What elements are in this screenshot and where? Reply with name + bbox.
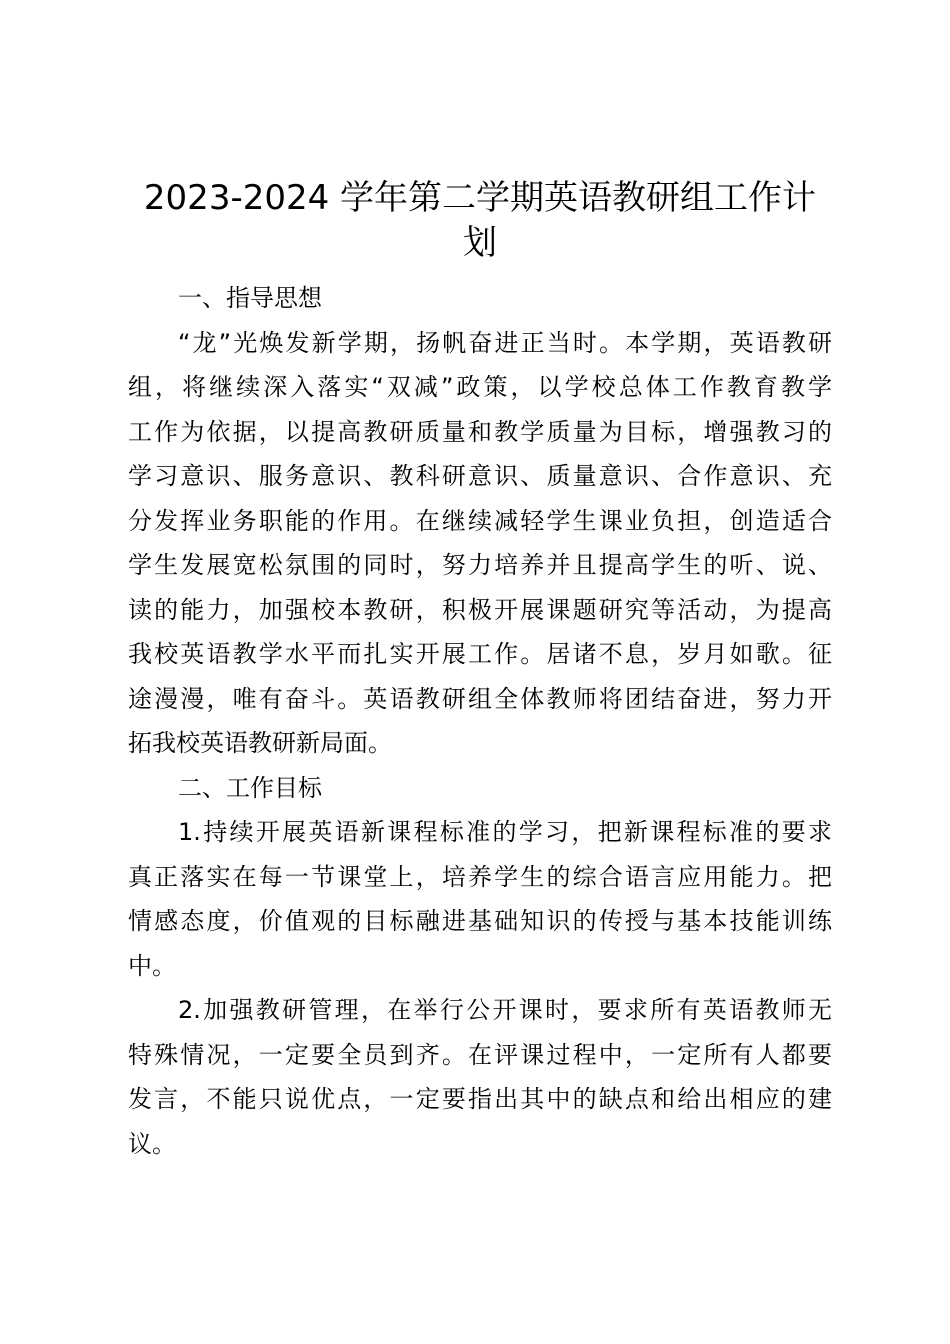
text-line: 特殊情况，一定要全员到齐。在评课过程中，一定所有人都要 [128,1040,832,1069]
section-heading-work-goals: 二、工作目标 [178,773,322,802]
section-heading-guiding-ideology: 一、指导思想 [178,284,322,312]
document-title [120,172,840,261]
text-line: 1.持续开展英语新课程标准的学习，把新课程标准的要求 [178,818,832,846]
text-line: 拓我校英语教研新局面。 [128,729,392,757]
text-line: 议。 [128,1129,176,1158]
text-line: 工作为依据，以提高教研质量和教学质量为目标，增强教习的 [128,417,832,446]
paragraph-goal-2 [128,988,832,1166]
paragraph-goal-1 [128,810,832,988]
text-line: 我校英语教学水平而扎实开展工作。居诸不息，岁月如歌。征 [128,640,832,668]
paragraph-guiding-ideology [128,321,832,766]
text-line: 情感态度，价值观的目标融进基础知识的传授与基本技能训练 [128,907,832,935]
text-line: 途漫漫，唯有奋斗。英语教研组全体教师将团结奋进，努力开 [128,684,832,713]
text-line: 发言，不能只说优点，一定要指出其中的缺点和给出相应的建 [128,1085,832,1113]
text-line: 组，将继续深入落实“双减”政策，以学校总体工作教育教学 [128,373,832,401]
text-line: 中。 [128,951,176,980]
title-line-2: 划 [463,222,497,263]
text-line: 学习意识、服务意识、教科研意识、质量意识、合作意识、充 [128,462,832,490]
title-line-1: 2023-2024 学年第二学期英语教研组工作计 [143,178,817,218]
text-line: “龙”光焕发新学期，扬帆奋进正当时。本学期，英语教研 [178,328,832,357]
text-line: 读的能力，加强校本教研，积极开展课题研究等活动，为提高 [128,595,832,624]
text-line: 真正落实在每一节课堂上，培养学生的综合语言应用能力。把 [128,862,832,891]
text-line: 2.加强教研管理，在举行公开课时，要求所有英语教师无 [178,996,832,1024]
document-body [128,276,832,1166]
text-line: 学生发展宽松氛围的同时，努力培养并且提高学生的听、说、 [128,551,832,579]
text-line: 分发挥业务职能的作用。在继续减轻学生课业负担，创造适合 [128,506,832,535]
